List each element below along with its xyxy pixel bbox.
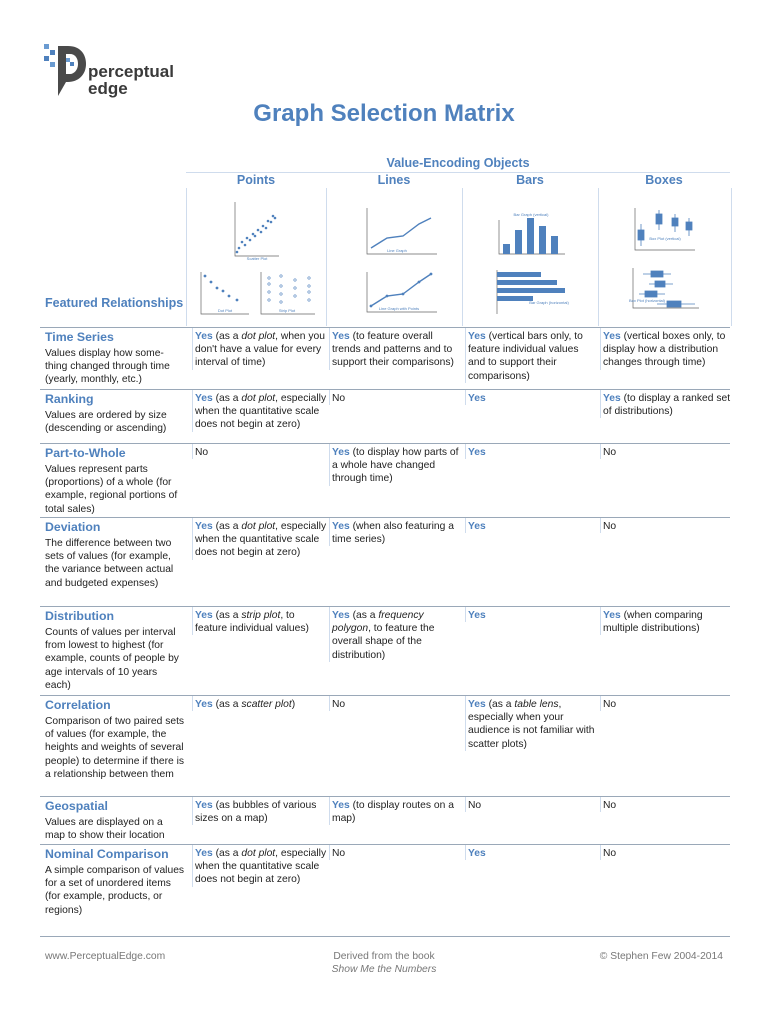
cell-boxes: Yes (when comparing multiple distributions) (600, 607, 731, 635)
cell-points: No (192, 444, 327, 459)
row-name: Deviation (45, 520, 101, 534)
line-graph-points-caption: Line Graph with Points (378, 306, 420, 311)
row-name: Part-to-Whole (45, 446, 126, 460)
cell-bars: Yes (465, 518, 598, 533)
cell-bars: Yes (465, 607, 598, 622)
cell-lines: No (329, 696, 462, 711)
bar-graph-vertical-caption: Bar Graph (vertical) (513, 212, 549, 217)
cell-boxes: No (600, 518, 731, 533)
cell-boxes: No (600, 696, 731, 711)
row-name: Correlation (45, 698, 111, 712)
scatter-plot-thumbnail (187, 188, 327, 326)
featured-relationships-label: Featured Relationships (45, 296, 184, 310)
scatter-plot-caption: Scatter Plot (246, 256, 268, 261)
matrix-row-nominal-comparison (40, 844, 730, 937)
cell-bars: Yes (vertical bars only, to feature individual values and to support their comparisons) (465, 328, 598, 383)
footer-copyright: © Stephen Few 2004-2014 (599, 951, 723, 962)
row-description: Comparison of two paired sets of values (for example, the heights and weights of several people) to determine if there is a relationship between them (45, 716, 185, 780)
points-thumbnails (186, 188, 327, 326)
cell-boxes: No (600, 444, 731, 459)
cell-points: Yes (as bubbles of various sizes on a map) (192, 797, 327, 825)
cell-bars: No (465, 797, 598, 812)
cell-lines: Yes (to display how parts of a whole have changed through time) (329, 444, 462, 486)
cell-bars: Yes (as a table lens, especially when your audience is not familiar with scatter plots) (465, 696, 598, 751)
perceptual-edge-logo (44, 44, 184, 100)
value-encoding-objects-label: Value-Encoding Objects (386, 156, 530, 170)
cell-lines: Yes (as a frequency polygon, to feature the overall shape of the distribution) (329, 607, 462, 662)
logo-text (88, 63, 174, 97)
cell-boxes: No (600, 845, 731, 860)
matrix-row-deviation (40, 517, 730, 607)
footer-source (284, 950, 484, 976)
cell-lines: Yes (to feature overall trends and patterns and to support their comparisons) (329, 328, 462, 370)
row-name: Distribution (45, 609, 114, 623)
cell-bars: Yes (465, 444, 598, 459)
boxes-thumbnails (598, 188, 732, 326)
footer-source-line1: Derived from the book (333, 951, 435, 962)
matrix-row-correlation (40, 695, 730, 797)
column-header-bars: Bars (462, 172, 598, 189)
column-header-lines: Lines (326, 172, 462, 189)
bars-thumbnails (462, 188, 599, 326)
row-description: Counts of values per interval from lowest to highest (for example, counts of people by age intervals of 10 years each) (45, 627, 179, 691)
row-name: Ranking (45, 392, 94, 406)
cell-bars: Yes (465, 845, 598, 860)
table-bottom-rule (40, 936, 730, 937)
matrix-row-geospatial (40, 796, 730, 845)
matrix-row-ranking (40, 389, 730, 444)
page-title: Graph Selection Matrix (253, 100, 515, 127)
matrix-row-part-to-whole (40, 443, 730, 518)
row-name: Nominal Comparison (45, 847, 169, 861)
cell-lines: Yes (to display routes on a map) (329, 797, 462, 825)
row-description: Values are ordered by size (descending or ascending) (45, 410, 167, 435)
row-description: Values represent parts (proportions) of a whole (for example, regional portions of total sales) (45, 464, 178, 515)
cell-lines: No (329, 845, 462, 860)
lines-thumbnails (326, 188, 463, 326)
cell-points: Yes (as a dot plot, especially when the quantitative scale does not begin at zero) (192, 518, 327, 560)
matrix-row-distribution (40, 606, 730, 696)
row-name: Geospatial (45, 799, 108, 813)
row-description: Values display how some-thing changed through time (yearly, monthly, etc.) (45, 348, 170, 386)
cell-points: Yes (as a strip plot, to feature individual values) (192, 607, 327, 635)
footer-book-title: Show Me the Numbers (331, 964, 437, 975)
matrix-row-time-series (40, 327, 730, 390)
box-plot-vertical-caption: Box Plot (vertical) (649, 236, 681, 241)
box-plot-thumbnail (599, 188, 731, 326)
cell-lines: Yes (when also featuring a time series) (329, 518, 462, 546)
column-header-points: Points (186, 172, 326, 189)
line-graph-caption: Line Graph (387, 248, 407, 253)
cell-points: Yes (as a scatter plot) (192, 696, 327, 711)
strip-plot-caption: Strip Plot (278, 308, 296, 313)
footer-website-link[interactable]: www.PerceptualEdge.com (45, 951, 166, 962)
logo-text-line1: perceptual (88, 62, 174, 81)
cell-boxes: Yes (vertical boxes only, to display how a distribution changes through time) (600, 328, 731, 370)
row-name: Time Series (45, 330, 114, 344)
box-plot-horizontal-caption: Box Plot (horizontal) (628, 298, 666, 303)
column-header-boxes: Boxes (598, 172, 730, 189)
dot-plot-caption: Dot Plot (217, 308, 233, 313)
cell-points: Yes (as a dot plot, especially when the quantitative scale does not begin at zero) (192, 390, 327, 432)
row-description: Values are displayed on a map to show their location (45, 817, 165, 842)
bar-graph-horizontal-caption: Bar Graph (horizontal) (529, 300, 569, 305)
cell-boxes: No (600, 797, 731, 812)
cell-points: Yes (as a dot plot, when you don't have a value for every interval of time) (192, 328, 327, 370)
logo-mark-icon (44, 44, 88, 100)
logo-text-line2: edge (88, 79, 128, 98)
row-description: A simple comparison of values for a set of unordered items (for example, products, or regions) (45, 865, 185, 916)
bar-graph-thumbnail (463, 188, 599, 326)
cell-points: Yes (as a dot plot, especially when the quantitative scale does not begin at zero) (192, 845, 327, 887)
line-graph-thumbnail (327, 188, 463, 326)
cell-bars: Yes (465, 390, 598, 405)
row-description: The difference between two sets of values (for example, the variance between actual and budgeted expenses) (45, 538, 174, 589)
cell-boxes: Yes (to display a ranked set of distributions) (600, 390, 731, 418)
cell-lines: No (329, 390, 462, 405)
